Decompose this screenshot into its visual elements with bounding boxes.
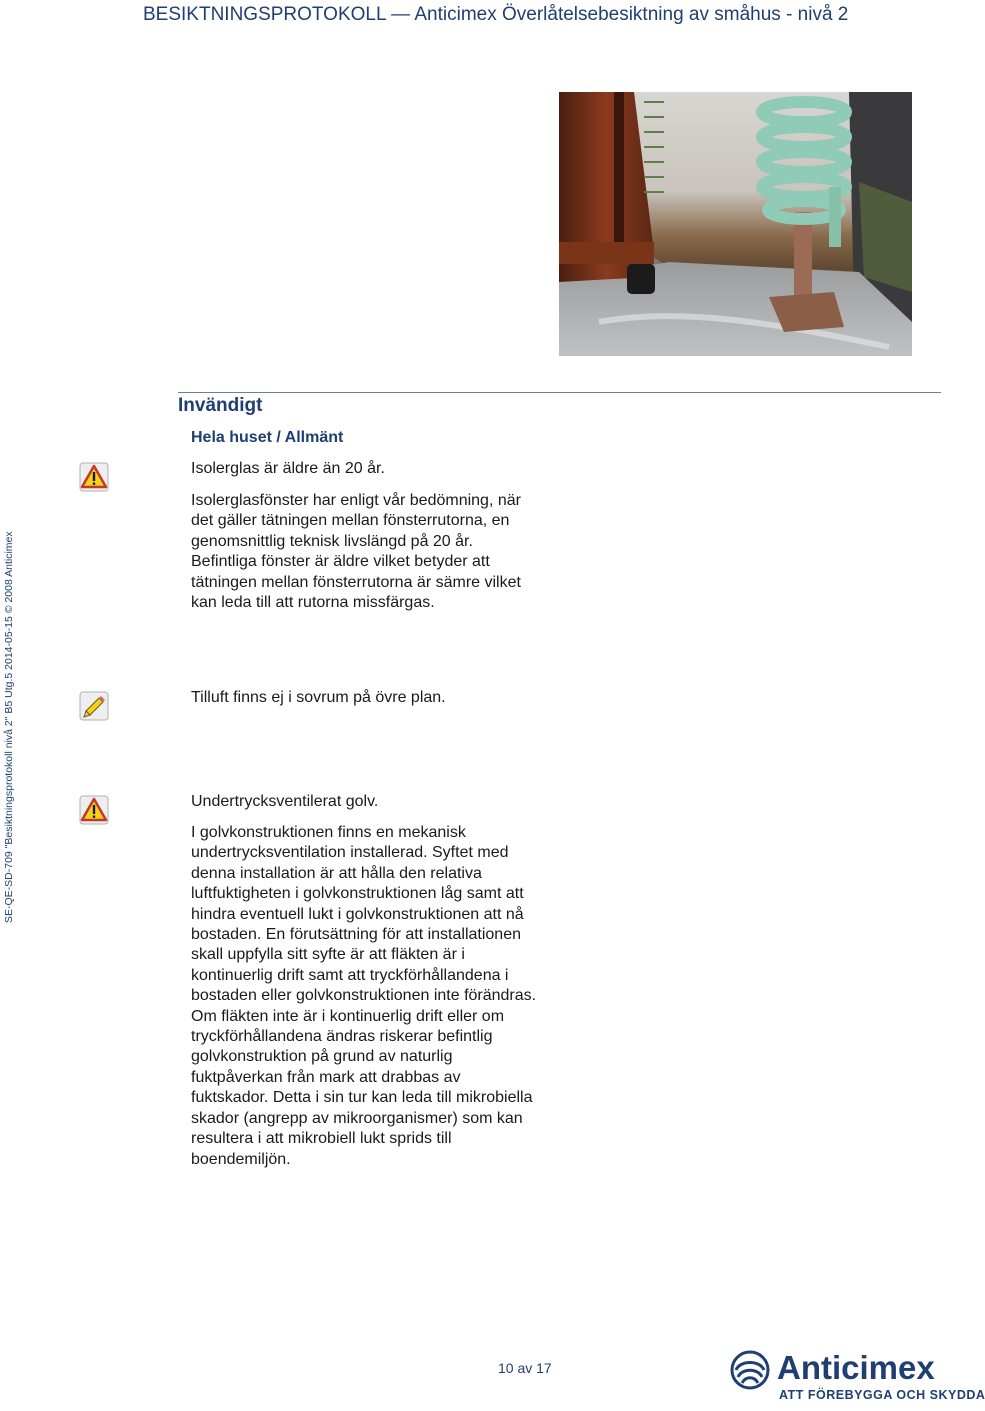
item-heading: Tilluft finns ej i sovrum på övre plan. [191, 689, 446, 706]
section-divider [178, 392, 941, 393]
logo-tagline: ATT FÖREBYGGA OCH SKYDDA [779, 1388, 985, 1402]
anticimex-logo [730, 1348, 985, 1408]
page-number: 10 av 17 [498, 1360, 552, 1376]
logo-mark-icon [730, 1350, 772, 1390]
subsection-title: Hela huset / Allmänt [191, 429, 344, 446]
item-heading: Isolerglas är äldre än 20 år. [191, 460, 385, 477]
warning-icon [79, 795, 109, 825]
item-body: I golvkonstruktionen finns en mekanisk undertrycksventilation installerad. Syftet med denna installation är att hålla den relativa luftfuktigheten i golvkonstruktionen låg samt att hindra eventuell lukt i golvkonstruktionen att nå bostaden. En förutsättning för att installationen skall uppfylla sitt syfte är att fläkten är i kontinuerlig drift samt att tryckförhållandena i bostaden eller golvkonstruktionen inte förändras. Om fläkten inte är i kontinuerlig drift eller om tryckförhållandena ändras riskerar befintlig golvkonstruktion på grund av naturlig fuktpåverkan från mark att drabbas av fuktskador. Detta i sin tur kan leda till mikrobiella skador (angrepp av mikroorganismer) som kan resultera i att mikrobiell lukt sprids till boendemiljön. [191, 824, 537, 1168]
page-header-title: BESIKTNINGSPROTOKOLL — Anticimex Överlåtelsebesiktning av småhus - nivå 2 [143, 4, 849, 25]
item-heading: Undertrycksventilerat golv. [191, 793, 379, 810]
section-title: Invändigt [178, 395, 263, 416]
pencil-icon [79, 691, 109, 721]
warning-icon [79, 462, 109, 492]
logo-name: Anticimex [777, 1349, 935, 1386]
item-body: Isolerglasfönster har enligt vår bedömning, när det gäller tätningen mellan fönsterrutorna, en genomsnittlig teknisk livslängd på 20 år. Befintliga fönster är äldre vilket betyder att tätningen mellan fönsterrutorna är sämre vilket kan leda till att rutorna missfärgas. [191, 492, 521, 612]
document-reference-vertical: SE-QE-SD-709 "Besiktningsprotokoll nivå 2" B5 Utg.5 2014-05-15 © 2008 Anticimex [3, 531, 15, 923]
inspection-photo [559, 92, 912, 356]
